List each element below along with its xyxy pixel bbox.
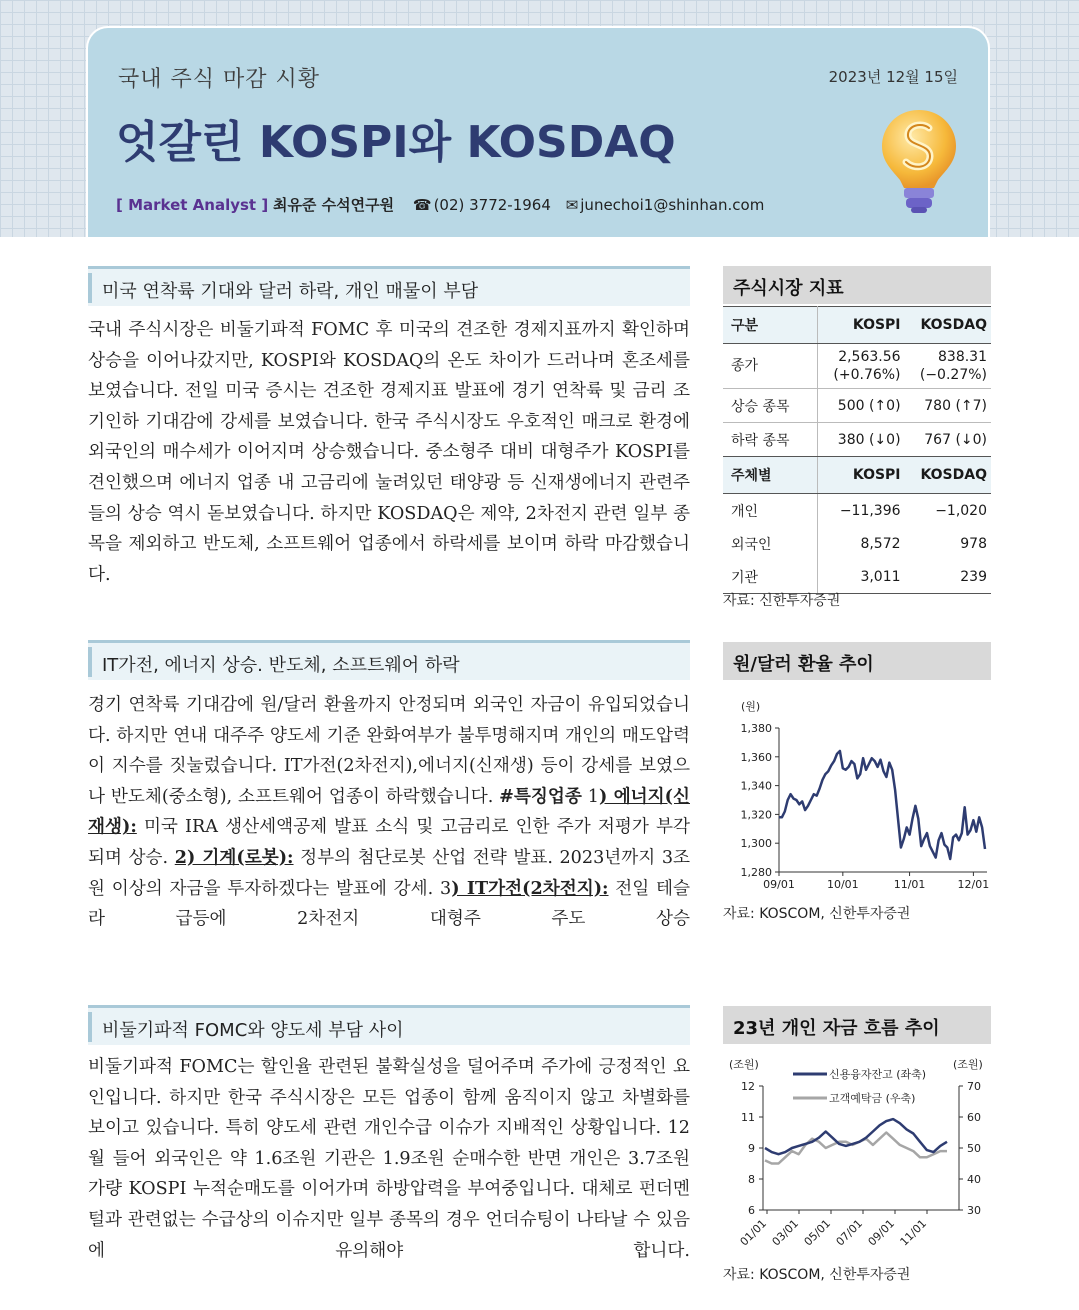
feature-1-text: 미국 IRA 생산세액공제 발표 소식 및 고금리로 인한 주가 저평가 부각되며 상승.	[88, 817, 690, 868]
flow-left-tick-label: 11	[741, 1111, 755, 1124]
section-2-heading-box	[88, 640, 690, 680]
analyst-name: 최유준 수석연구원	[272, 196, 395, 214]
feature-2-text: 정부의 첨단로봇 산업 전략 발표. 2023년까지 3조원 이상의 자금을 투자하겠다는 발표에 강세.	[88, 847, 691, 899]
report-subtitle: 국내 주식 마감 시황	[118, 67, 320, 92]
analyst-phone: (02) 3772-1964	[433, 196, 551, 214]
table-row: 개인 −11,396 −1,020	[723, 494, 991, 528]
analyst-tag: [ Market Analyst ]	[116, 196, 269, 214]
fx-y-tick-label: 1,340	[740, 779, 772, 793]
flow-right-tick-label: 70	[967, 1080, 981, 1093]
fx-x-tick-label: 10/01	[826, 878, 859, 891]
section-2-text: 경기 연착륙 기대감에 원/달러 환율까지 안정되며 외국인 자금이 유입되었습니다. 하지만 연내 대주주 양도세 기준 완화여부가 불투명해지며 개인의 매도압력이 지수를 짓눌렀습니다. IT가전(2차전지),에너지(신재생) 등이 강세를 보였으나 반도체(중소형), 소프트웨어 업종이 하락했습니다.	[88, 695, 690, 807]
section-1-heading: 미국 연착륙 기대와 달러 하락, 개인 매물이 부담	[102, 281, 479, 302]
flow-left-unit-label: (조원)	[729, 1058, 759, 1071]
feature-3-text: 전일 테슬라 급등에 2차전지 대형주 주도 상승	[88, 878, 690, 930]
section-2-heading: IT가전, 에너지 상승. 반도체, 소프트웨어 하락	[102, 655, 460, 676]
credit-balance-line	[765, 1119, 947, 1154]
flow-chart-title: 23년 개인 자금 흐름 추이	[733, 1018, 940, 1039]
fx-chart-source: 자료: KOSCOM, 신한투자증권	[723, 906, 911, 922]
flow-left-tick-label: 8	[748, 1173, 755, 1186]
flow-left-tick-label: 9	[748, 1142, 755, 1155]
flow-x-tick-label: 03/01	[769, 1216, 802, 1249]
flow-x-tick-label: 07/01	[833, 1216, 866, 1249]
fx-y-tick-label: 1,300	[740, 837, 772, 851]
flow-x-tick-label: 01/01	[737, 1216, 770, 1249]
table-header-row: 구분 KOSPI KOSDAQ	[723, 307, 991, 344]
flow-right-unit-label: (조원)	[953, 1058, 983, 1071]
table-row: 상승 종목 500 (↑0) 780 (↑7)	[723, 389, 991, 423]
fx-y-unit-label: (원)	[741, 700, 761, 713]
section-2-body: 경기 연착륙 기대감에 원/달러 환율까지 안정되며 외국인 자금이 유입되었습니다. 하지만 연내 대주주 양도세 기준 완화여부가 불투명해지며 개인의 매도압력이 지수를 짓눌렀습니다. IT가전(2차전지),에너지(신재생) 등이 강세를 보였으나 반도체(중소형), 소프트웨어 업종이 하락했습니다. #특징업종 1) 에너지(신재생): 미국 IRA 생산세액공제 발표 소식 및 고금리로 인한 주가 저평가 부각되며 상승. 2) 기계(로봇): 정부의 첨단로봇 산업 전략 발표. 2023년까지 3조원 이상의 자금을 투자하겠다는 발표에 강세. 3) IT가전(2차전지): 전일 테슬라 급등에 2차전지 대형주 주도 상승	[88, 695, 691, 930]
fx-rate-line	[779, 751, 985, 859]
feature-3-title: ) IT가전(2차전지):	[451, 877, 609, 899]
table-row: 하락 종목 380 (↓0) 767 (↓0)	[723, 423, 991, 457]
feature-1-title: ) 에너지(신재생):	[88, 785, 690, 838]
mail-icon: ✉	[565, 196, 579, 214]
market-table-source: 자료: 신한투자증권	[723, 593, 841, 609]
section-3-body	[88, 1052, 690, 1266]
flow-chart-title-box	[723, 1006, 991, 1044]
flow-x-tick-label: 11/01	[897, 1216, 930, 1249]
fx-y-tick-label: 1,380	[740, 722, 772, 735]
fx-chart-title: 원/달러 환율 추이	[733, 654, 874, 675]
fx-x-tick-label: 12/01	[957, 878, 990, 891]
section-3-heading: 비둘기파적 FOMC와 양도세 부담 사이	[102, 1020, 404, 1041]
fx-chart-title-box	[723, 642, 991, 680]
section-1-body	[88, 315, 690, 590]
table-row: 종가 2,563.56 (+0.76%) 838.31 (−0.27%)	[723, 344, 991, 389]
market-table-title-box	[723, 266, 991, 304]
section-3-heading-box	[88, 1005, 690, 1045]
report-date: 2023년 12월 15일	[828, 68, 958, 86]
section-1-text: 국내 주식시장은 비둘기파적 FOMC 후 미국의 견조한 경제지표까지 확인하며 상승을 이어나갔지만, KOSPI와 KOSDAQ의 온도 차이가 드러나며 혼조세를 보였습니다. 전일 미국 증시는 견조한 경제지표 발표에 경기 연착륙 및 금리 조기인하 기대감에 강세를 보였습니다. 한국 주식시장도 우호적인 매크로 환경에 외국인의 매수세가 이어지며 상승했습니다. 중소형주 대비 대형주가 KOSPI를 견인했으며 에너지 업종 내 고금리에 눌려있던 태양광 등 신재생에너지 관련주들의 상승 역시 돋보였습니다. 하지만 KOSDAQ은 제약, 2차전지 관련 일부 종목을 제외하고 반도체, 소프트웨어 업종에서 하락세를 보이며 하락 마감했습니다.	[88, 320, 690, 585]
flow-chart-source: 자료: KOSCOM, 신한투자증권	[723, 1267, 911, 1283]
fx-y-tick-label: 1,280	[740, 866, 772, 879]
phone-icon: ☎	[412, 196, 432, 214]
report-title: 엇갈린 KOSPI와 KOSDAQ	[116, 117, 676, 168]
retail-flow-chart	[723, 1052, 991, 1258]
fx-x-tick-label: 09/01	[763, 878, 795, 891]
legend-credit-label: 신용융자잔고 (좌축)	[829, 1068, 927, 1081]
flow-right-tick-label: 40	[967, 1173, 981, 1186]
analyst-line	[116, 194, 764, 215]
feature-label: #특징업종	[499, 785, 582, 807]
market-table-title: 주식시장 지표	[733, 278, 844, 299]
table-row: 기관 3,011 239	[723, 560, 991, 594]
flow-right-tick-label: 50	[967, 1142, 981, 1155]
analyst-email[interactable]: junechoi1@shinhan.com	[580, 196, 765, 214]
flow-right-tick-label: 60	[967, 1111, 981, 1124]
flow-left-tick-label: 12	[741, 1080, 755, 1093]
lightbulb-logo-icon	[878, 106, 960, 222]
flow-x-tick-label: 09/01	[865, 1216, 898, 1249]
fx-y-tick-label: 1,360	[740, 750, 772, 764]
fx-x-tick-label: 11/01	[893, 878, 926, 891]
fx-rate-chart	[723, 690, 991, 896]
section-3-text: 비둘기파적 FOMC는 할인율 관련된 불확실성을 덜어주며 주가에 긍정적인 요인입니다. 하지만 한국 주식시장은 모든 업종이 함께 움직이지 않고 차별화를 보이고 있습니다. 특히 양도세 관련 개인수급 이슈가 지배적인 상황입니다. 12월 들어 외국인은 약 1.6조원 기관은 1.9조원 순매수한 반면 개인은 3.7조원 가량 KOSPI 누적순매도를 이어가며 하방압력을 부여중입니다. 대체로 펀더멘털과 관련없는 수급상의 이슈지만 일부 종목의 경우 언더슈팅이 나타날 수 있음에 유의해야 합니다.	[88, 1057, 690, 1261]
flow-left-tick-label: 6	[748, 1204, 755, 1217]
feature-2-title: 2) 기계(로봇):	[174, 846, 294, 868]
market-indicator-table	[723, 306, 991, 594]
legend-deposit-label: 고객예탁금 (우축)	[829, 1092, 916, 1105]
section-1-heading-box	[88, 266, 690, 306]
table-header-row-2: 주체별 KOSPI KOSDAQ	[723, 457, 991, 494]
fx-y-tick-label: 1,320	[740, 808, 772, 822]
table-row: 외국인 8,572 978	[723, 527, 991, 560]
flow-right-tick-label: 30	[967, 1204, 981, 1217]
flow-x-tick-label: 05/01	[801, 1216, 834, 1249]
